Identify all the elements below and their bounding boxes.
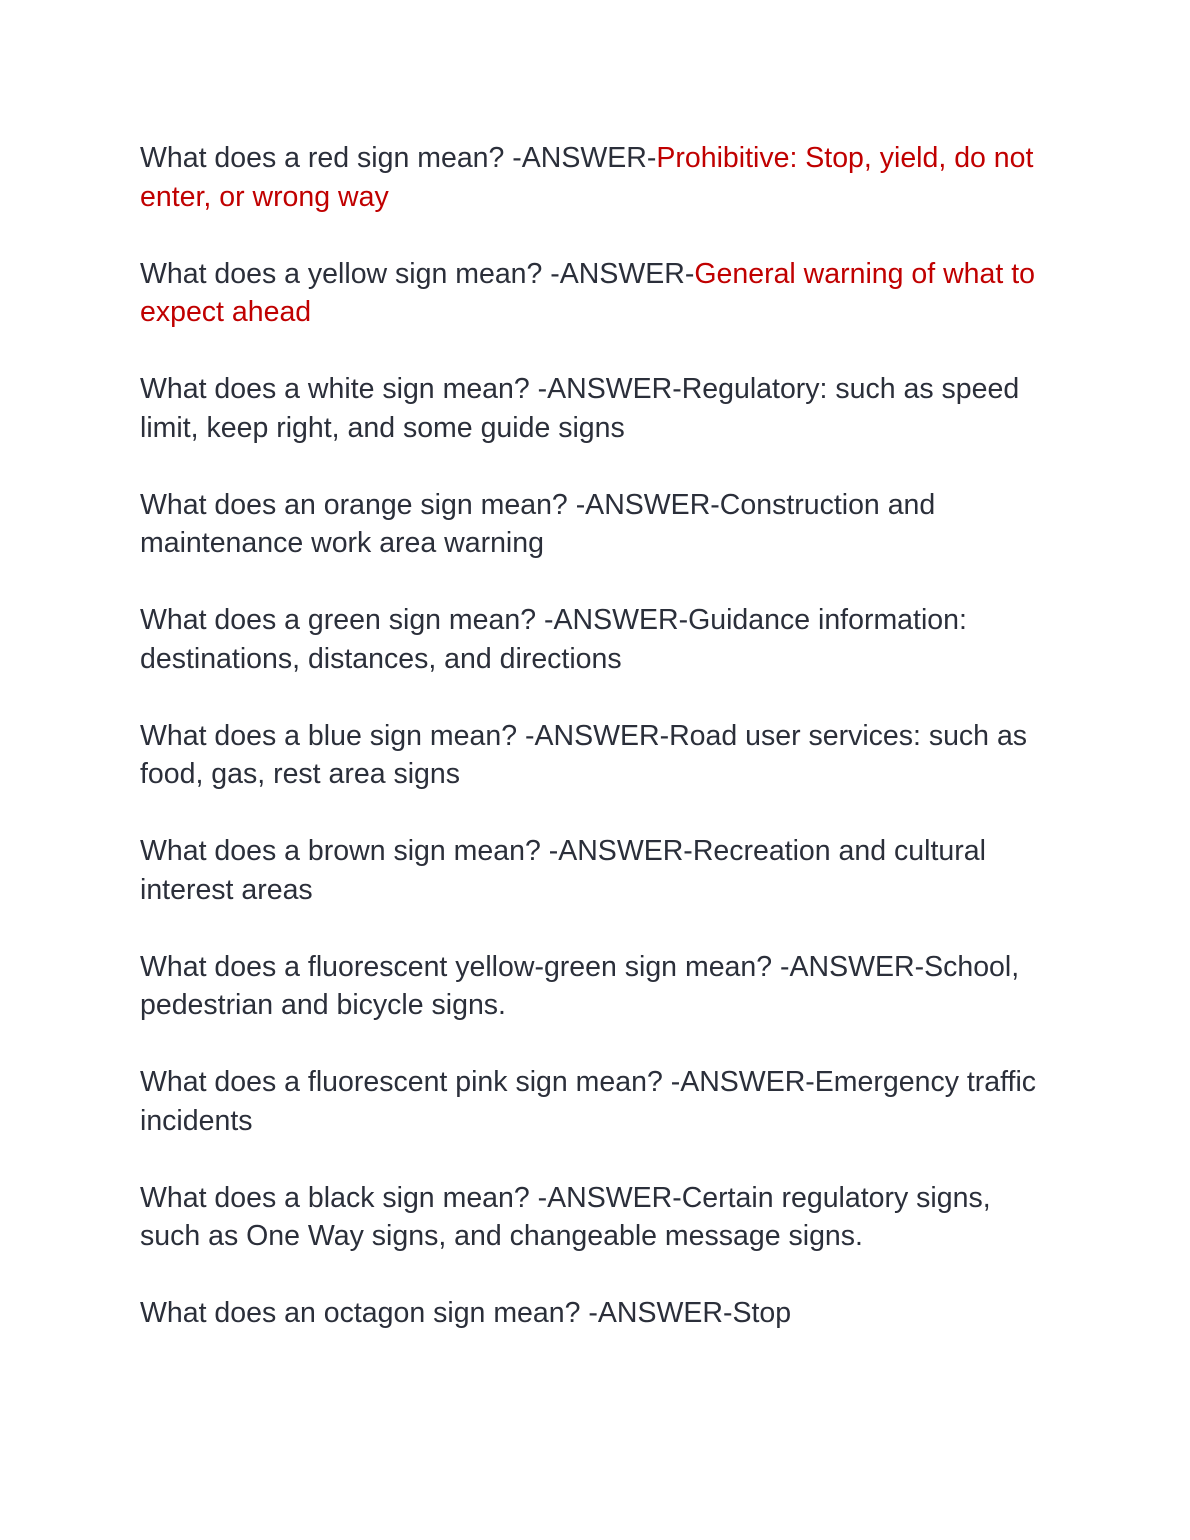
question-text: What does a fluorescent yellow-green sign mean? -ANSWER- bbox=[140, 950, 925, 983]
answer-text: School, pedestrian and bicycle signs. bbox=[140, 950, 1020, 1021]
question-text: What does an orange sign mean? -ANSWER- bbox=[140, 488, 720, 521]
qa-item bbox=[140, 255, 1055, 332]
qa-item bbox=[140, 717, 1055, 794]
qa-list bbox=[140, 139, 1055, 1371]
qa-item bbox=[140, 832, 1055, 909]
question-text: What does a red sign mean? -ANSWER- bbox=[140, 142, 657, 174]
qa-item bbox=[140, 370, 1055, 447]
question-text: What does a yellow sign mean? -ANSWER- bbox=[140, 257, 695, 290]
question-text: What does a black sign mean? -ANSWER- bbox=[140, 1181, 682, 1214]
qa-item bbox=[140, 486, 1055, 563]
question-text: What does a blue sign mean? -ANSWER- bbox=[140, 719, 670, 752]
qa-item bbox=[140, 1294, 1055, 1333]
answer-text: Prohibitive: Stop, yield, do not enter, or wrong way bbox=[140, 142, 1034, 213]
question-text: What does a brown sign mean? -ANSWER- bbox=[140, 835, 693, 867]
qa-item bbox=[140, 1179, 1055, 1256]
answer-text: General warning of what to expect ahead bbox=[140, 257, 1035, 328]
answer-text: Emergency traffic incidents bbox=[140, 1066, 1037, 1137]
answer-text: Guidance information: destinations, distances, and directions bbox=[140, 604, 967, 675]
question-text: What does a green sign mean? -ANSWER- bbox=[140, 604, 689, 636]
question-text: What does a white sign mean? -ANSWER- bbox=[140, 373, 682, 405]
answer-text: Regulatory: such as speed limit, keep right, and some guide signs bbox=[140, 373, 1020, 444]
question-text: What does a fluorescent pink sign mean? -ANSWER- bbox=[140, 1066, 815, 1098]
qa-item bbox=[140, 1063, 1055, 1140]
answer-text: Construction and maintenance work area warning bbox=[140, 488, 936, 559]
answer-text: Road user services: such as food, gas, rest area signs bbox=[140, 719, 1028, 790]
qa-item bbox=[140, 948, 1055, 1025]
answer-text: Certain regulatory signs, such as One Way signs, and changeable message signs. bbox=[140, 1181, 991, 1252]
answer-text: Recreation and cultural interest areas bbox=[140, 835, 986, 906]
qa-item bbox=[140, 139, 1055, 216]
answer-text: Stop bbox=[732, 1297, 792, 1329]
qa-item bbox=[140, 601, 1055, 678]
question-text: What does an octagon sign mean? -ANSWER- bbox=[140, 1297, 733, 1329]
